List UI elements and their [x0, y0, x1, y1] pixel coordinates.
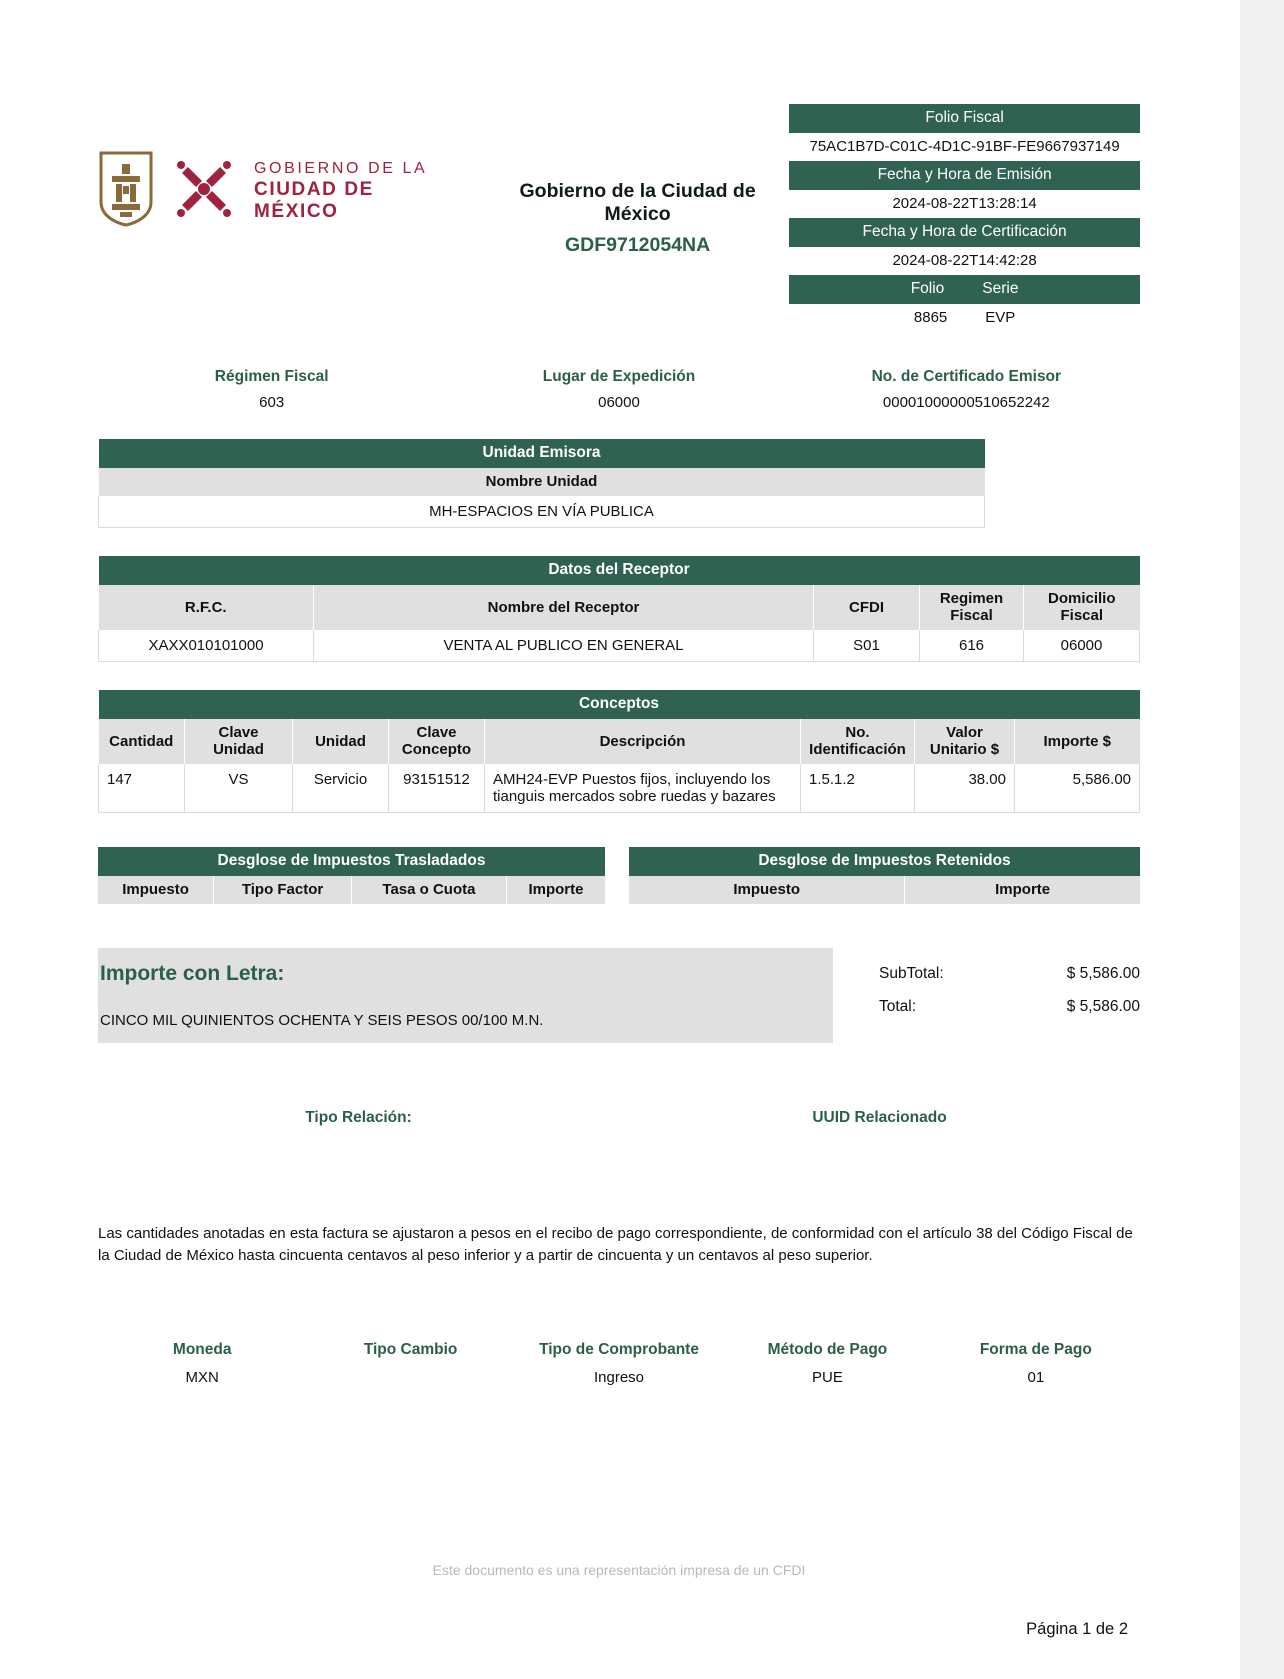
forma-pago-label: Forma de Pago — [979, 1340, 1092, 1358]
page-title — [486, 72, 789, 257]
receptor-cfdi: S01 — [814, 630, 920, 662]
issuer-name: Gobierno de la Ciudad de México — [519, 180, 756, 225]
tipo-comprobante-value: Ingreso — [593, 1368, 645, 1386]
conceptos-col-no-identificacion: No. Identificación — [801, 719, 915, 764]
unidad-emisora-table — [98, 439, 985, 528]
folio-label: Folio — [910, 280, 945, 297]
concepto-importe: 5,586.00 — [1015, 764, 1140, 813]
fiscal-summary-box — [789, 104, 1140, 332]
tipo-cambio-field — [306, 1341, 514, 1386]
importe-letra-title: Importe con Letra: — [100, 962, 285, 985]
receptor-col-domicilio: Domicilio Fiscal — [1024, 585, 1140, 630]
impuestos-retenidos-table — [629, 847, 1140, 904]
concepto-valor-unitario: 38.00 — [915, 764, 1015, 813]
serie-value: EVP — [985, 309, 1016, 326]
receptor-band: Datos del Receptor — [99, 556, 1140, 585]
concepto-cantidad: 147 — [99, 764, 185, 813]
folio-fiscal-value: 75AC1B7D-C01C-4D1C-91BF-FE9667937149 — [809, 138, 1120, 155]
receptor-domicilio: 06000 — [1024, 630, 1140, 662]
unidad-emisora-section — [98, 439, 985, 528]
receptor-nombre: VENTA AL PUBLICO EN GENERAL — [314, 630, 814, 662]
subtotal-value: $ 5,586.00 — [1066, 965, 1140, 982]
tipo-comprobante-field — [515, 1341, 723, 1386]
conceptos-col-clave-unidad: Clave Unidad — [185, 719, 293, 764]
unidad-emisora-band: Unidad Emisora — [99, 439, 985, 468]
page-number: Página 1 de 2 — [1026, 1619, 1128, 1638]
trasladados-col-importe: Importe — [506, 876, 605, 904]
legal-note: Las cantidades anotadas en esta factura se ajustaron a pesos en el recibo de pago correspondiente, de conformidad con el artículo 38 del Código Fiscal de la Ciudad de México hasta cincuenta centavos al peso inferior y a partir de cincuenta y un centavos al peso superior. — [98, 1225, 1133, 1264]
serie-label: Serie — [982, 280, 1019, 297]
concepto-unidad: Servicio — [293, 764, 389, 813]
totals-box — [833, 948, 1140, 1043]
unidad-emisora-subheader: Nombre Unidad — [99, 468, 985, 496]
uuid-relacionado-label: UUID Relacionado — [812, 1109, 947, 1126]
folio-serie-values — [789, 304, 1140, 332]
cdmx-shield-icon — [98, 150, 154, 233]
trasladados-col-tasa: Tasa o Cuota — [351, 876, 506, 904]
concepto-descripcion: AMH24-EVP Puestos fijos, incluyendo los tianguis mercados sobre ruedas y bazares — [485, 764, 801, 813]
fecha-certificacion-label: Fecha y Hora de Certificación — [789, 218, 1140, 247]
logo-block — [98, 72, 460, 233]
forma-pago-field — [932, 1341, 1140, 1386]
issuer-rfc: GDF9712054NA — [564, 234, 711, 256]
impuestos-section — [98, 847, 1140, 904]
conceptos-col-importe: Importe $ — [1015, 719, 1140, 764]
importe-letra-text: CINCO MIL QUINIENTOS OCHENTA Y SEIS PESOS 00/100 M.N. — [98, 1002, 833, 1043]
document-header — [98, 72, 1140, 332]
moneda-field — [98, 1341, 306, 1386]
impuestos-trasladados-table — [98, 847, 605, 904]
tipo-cambio-label: Tipo Cambio — [363, 1340, 458, 1358]
receptor-rfc: XAXX010101000 — [99, 630, 314, 662]
concepto-no-identificacion: 1.5.1.2 — [801, 764, 915, 813]
concepto-clave-unidad: VS — [185, 764, 293, 813]
lugar-expedicion-field — [445, 368, 792, 411]
conceptos-col-descripcion: Descripción — [485, 719, 801, 764]
total-row — [879, 995, 1140, 1028]
impuestos-trasladados-band: Desglose de Impuestos Trasladados — [98, 847, 605, 876]
regimen-fiscal-field — [98, 368, 445, 411]
certificado-emisor-label: No. de Certificado Emisor — [871, 368, 1062, 385]
gobierno-wordmark — [254, 160, 460, 222]
table-row — [99, 630, 1140, 662]
folio-fiscal-label: Folio Fiscal — [789, 104, 1140, 133]
metodo-pago-value: PUE — [812, 1368, 843, 1386]
subtotal-label: SubTotal: — [879, 965, 944, 982]
metodo-pago-field — [723, 1341, 931, 1386]
receptor-col-nombre: Nombre del Receptor — [314, 585, 814, 630]
folio-serie-labels — [789, 275, 1140, 304]
total-value: $ 5,586.00 — [1066, 998, 1140, 1015]
certificado-emisor-value: 00001000000510652242 — [882, 394, 1050, 411]
fecha-certificacion-value: 2024-08-22T14:42:28 — [892, 252, 1037, 269]
conceptos-band: Conceptos — [99, 690, 1140, 719]
tipo-comprobante-label: Tipo de Comprobante — [539, 1340, 699, 1358]
subtotal-row — [879, 962, 1140, 995]
importe-letra-box — [98, 948, 833, 1043]
certificado-emisor-field — [793, 368, 1140, 411]
folio-value: 8865 — [913, 309, 948, 326]
conceptos-col-valor-unitario: Valor Unitario $ — [915, 719, 1015, 764]
lugar-expedicion-label: Lugar de Expedición — [542, 368, 696, 385]
conceptos-table — [98, 690, 1140, 813]
receptor-col-cfdi: CFDI — [814, 585, 920, 630]
total-label: Total: — [879, 998, 917, 1015]
importe-totales-section — [98, 948, 1140, 1043]
receptor-col-rfc: R.F.C. — [99, 585, 314, 630]
receptor-regimen: 616 — [920, 630, 1024, 662]
tipo-relacion-label: Tipo Relación: — [305, 1109, 412, 1126]
moneda-label: Moneda — [172, 1340, 232, 1358]
cfdi-representation-note: Este documento es una representación impresa de un CFDI — [432, 1561, 806, 1578]
conceptos-col-cantidad: Cantidad — [99, 719, 185, 764]
metodo-pago-label: Método de Pago — [767, 1340, 888, 1358]
table-row — [99, 496, 985, 528]
forma-pago-value: 01 — [1027, 1368, 1045, 1386]
receptor-col-regimen: Regimen Fiscal — [920, 585, 1024, 630]
regimen-fiscal-value: 603 — [259, 394, 285, 411]
wordmark-line-1: GOBIERNO DE LA — [254, 160, 428, 178]
lugar-expedicion-value: 06000 — [598, 394, 640, 411]
cdmx-logo-icon — [168, 153, 240, 230]
conceptos-col-unidad: Unidad — [293, 719, 389, 764]
fiscal-meta-row — [98, 368, 1140, 411]
trasladados-col-impuesto: Impuesto — [98, 876, 214, 904]
retenidos-col-impuesto: Impuesto — [629, 876, 905, 904]
regimen-fiscal-label: Régimen Fiscal — [214, 368, 329, 385]
table-row — [99, 764, 1140, 813]
impuestos-retenidos-band: Desglose de Impuestos Retenidos — [629, 847, 1140, 876]
unidad-emisora-value: MH-ESPACIOS EN VÍA PUBLICA — [99, 496, 985, 528]
moneda-value: MXN — [185, 1368, 219, 1386]
wordmark-line-2: CIUDAD DE MÉXICO — [254, 178, 374, 222]
payment-meta-row — [98, 1341, 1140, 1386]
conceptos-col-clave-concepto: Clave Concepto — [389, 719, 485, 764]
retenidos-col-importe: Importe — [905, 876, 1140, 904]
receptor-table — [98, 556, 1140, 662]
concepto-clave-concepto: 93151512 — [389, 764, 485, 813]
trasladados-col-tipo-factor: Tipo Factor — [214, 876, 352, 904]
relacion-section — [98, 1109, 1140, 1127]
fecha-emision-value: 2024-08-22T13:28:14 — [892, 195, 1037, 212]
fecha-emision-label: Fecha y Hora de Emisión — [789, 161, 1140, 190]
